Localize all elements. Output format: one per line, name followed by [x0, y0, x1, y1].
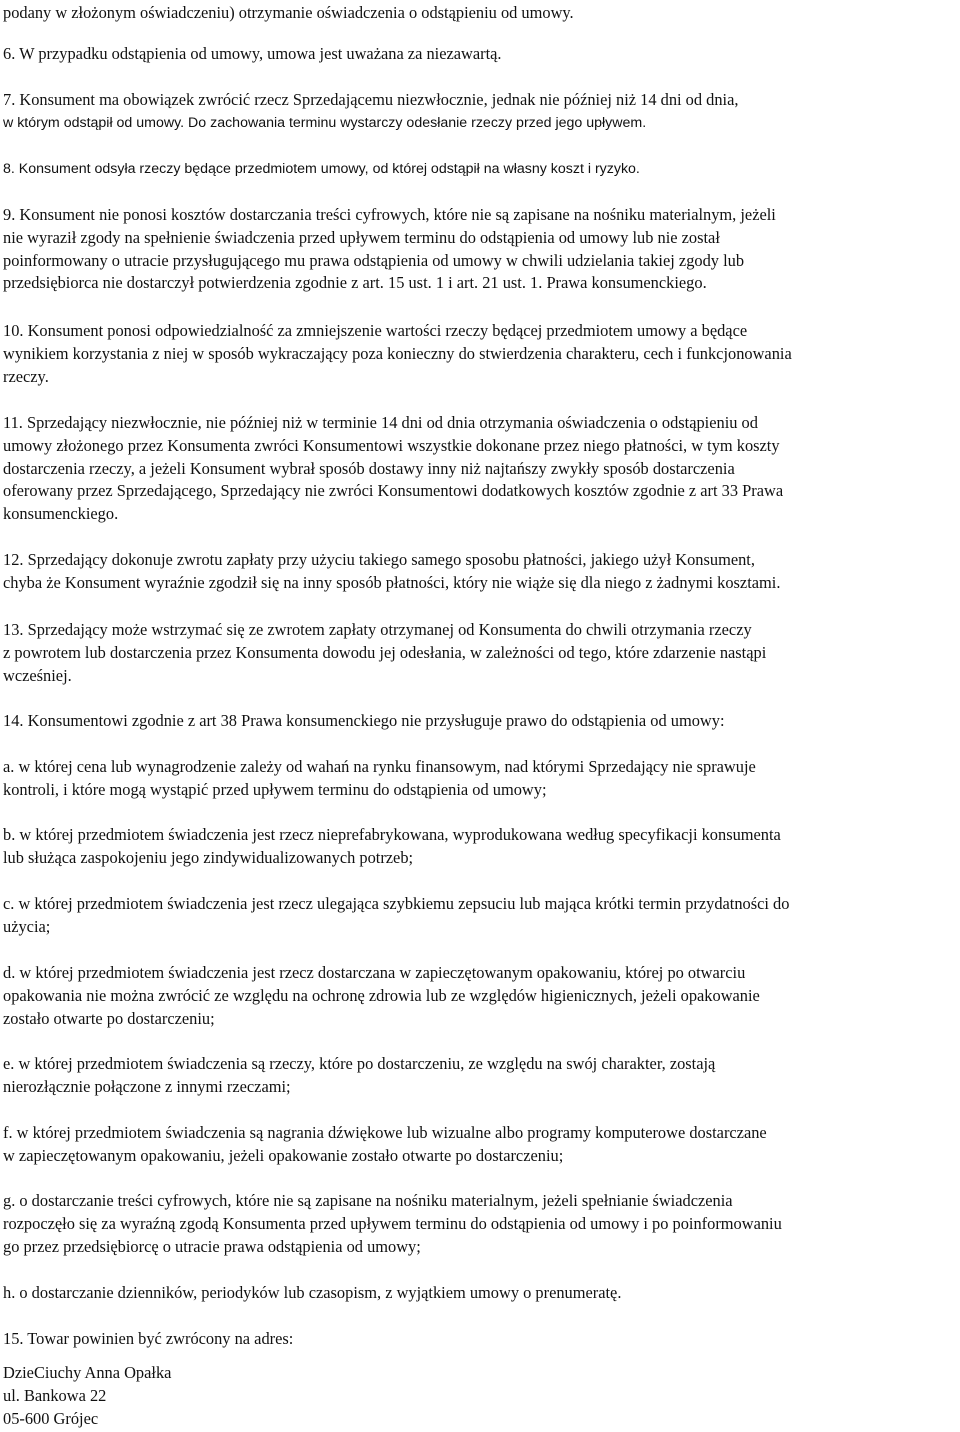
paragraph-line: w którym odstąpił od umowy. Do zachowania terminu wystarczy odesłanie rzeczy przed jego upływem. [3, 114, 647, 131]
paragraph-line: 7. Konsument ma obowiązek zwrócić rzecz Sprzedającemu niezwłocznie, jednak nie później niż 14 dni od dnia, [3, 90, 739, 109]
paragraph-13 [3, 619, 955, 687]
paragraph-e [3, 1053, 955, 1099]
paragraph-line: h. o dostarczanie dzienników, periodyków lub czasopism, z wyjątkiem umowy o prenumeratę. [3, 1283, 622, 1302]
address-line: 05-600 Grójec [3, 1408, 99, 1428]
address-line: ul. Bankowa 22 [3, 1385, 107, 1405]
paragraph-7 [3, 89, 955, 135]
paragraph-h [3, 1282, 955, 1305]
paragraph-line: z powrotem lub dostarczenia przez Konsumenta dowodu jej odesłania, w zależności od tego, które zdarzenie nastąpi [3, 642, 767, 662]
paragraph-line: 13. Sprzedający może wstrzymać się ze zwrotem zapłaty otrzymanej od Konsumenta do chwili otrzymania rzeczy [3, 620, 752, 639]
paragraph-line: rozpoczęło się za wyraźną zgodą Konsumenta przed upływem terminu do odstąpienia od umowy i po poinformowaniu [3, 1213, 782, 1233]
paragraph-10 [3, 320, 955, 388]
paragraph-line: użycia; [3, 916, 51, 936]
address-line: DzieCiuchy Anna Opałka [3, 1363, 172, 1382]
paragraph-a [3, 756, 955, 802]
paragraph-8 [3, 158, 955, 181]
paragraph-line: oferowany przez Sprzedającego, Sprzedający nie zwróci Konsumentowi dodatkowych kosztów zgodnie z art 33 Prawa [3, 481, 784, 501]
paragraph-line: wynikiem korzystania z niej w sposób wykraczający poza konieczny do stwierdzenia charakteru, cech i funkcjonowania [3, 343, 792, 363]
paragraph-line: wcześniej. [3, 665, 72, 685]
paragraph-line: d. w której przedmiotem świadczenia jest rzecz dostarczana w zapieczętowanym opakowaniu, której po otwarciu [3, 963, 746, 982]
paragraph-c [3, 893, 955, 939]
paragraph-line: 9. Konsument nie ponosi kosztów dostarczania treści cyfrowych, które nie są zapisane na nośniku materialnym, jeżeli [3, 205, 776, 224]
paragraph-line: a. w której cena lub wynagrodzenie zależy od wahań na rynku finansowym, nad którymi Sprzedający nie sprawuje [3, 757, 756, 776]
paragraph-line: g. o dostarczanie treści cyfrowych, które nie są zapisane na nośniku materialnym, jeżeli spełnianie świadczenia [3, 1191, 733, 1210]
paragraph-line: zostało otwarte po dostarczeniu; [3, 1008, 215, 1028]
paragraph-line: dostarczenia rzeczy, a jeżeli Konsument wybrał sposób dostawy inny niż najtańszy zwykły sposób dostarczenia [3, 458, 735, 478]
paragraph-line: podany w złożonym oświadczeniu) otrzymanie oświadczenia o odstąpieniu od umowy. [3, 3, 574, 22]
paragraph-6 [3, 43, 955, 66]
paragraph-9 [3, 204, 955, 295]
paragraph-d [3, 962, 955, 1030]
paragraph-f [3, 1122, 955, 1168]
paragraph-line: umowy złożonego przez Konsumenta zwróci Konsumentowi wszystkie dokonane przez niego płatności, w tym koszty [3, 435, 780, 455]
paragraph-line: kontroli, i które mogą wystąpić przed upływem terminu do odstąpienia od umowy; [3, 779, 547, 799]
paragraph-line: przedsiębiorca nie dostarczył potwierdzenia zgodnie z art. 15 ust. 1 i art. 21 ust. 1. Prawa konsumenckiego. [3, 273, 707, 293]
paragraph-line: lub służąca zaspokojeniu jego zindywidualizowanych potrzeb; [3, 847, 414, 867]
paragraph-line: c. w której przedmiotem świadczenia jest rzecz ulegająca szybkiemu zepsuciu lub mająca krótki termin przydatności do [3, 894, 790, 913]
paragraph-11 [3, 412, 955, 526]
return-address [3, 1362, 955, 1430]
paragraph-line: e. w której przedmiotem świadczenia są rzeczy, które po dostarczeniu, ze względu na swój charakter, zostają [3, 1054, 716, 1073]
paragraph-line: 6. W przypadku odstąpienia od umowy, umowa jest uważana za niezawartą. [3, 44, 502, 63]
paragraph-b [3, 824, 955, 870]
paragraph-g [3, 1190, 955, 1258]
paragraph-line: w zapieczętowanym opakowaniu, jeżeli opakowanie zostało otwarte po dostarczeniu; [3, 1145, 564, 1165]
paragraph-line: 14. Konsumentowi zgodnie z art 38 Prawa konsumenckiego nie przysługuje prawo do odstąpienia od umowy: [3, 711, 725, 730]
paragraph-line: 10. Konsument ponosi odpowiedzialność za zmniejszenie wartości rzeczy będącej przedmiotem umowy a będące [3, 321, 748, 340]
paragraph-line: 15. Towar powinien być zwrócony na adres: [3, 1329, 294, 1348]
paragraph-line: nierozłącznie połączone z innymi rzeczami; [3, 1076, 291, 1096]
paragraph-12 [3, 549, 955, 595]
paragraph-line: 8. Konsument odsyła rzeczy będące przedmiotem umowy, od której odstąpił na własny koszt i ryzyko. [3, 161, 640, 177]
paragraph-line: nie wyraził zgody na spełnienie świadczenia przed upływem terminu do odstąpienia od umowy lub nie został [3, 227, 720, 247]
paragraph-14 [3, 710, 955, 733]
paragraph-line: 12. Sprzedający dokonuje zwrotu zapłaty przy użyciu takiego samego sposobu płatności, jakiego użył Konsument, [3, 550, 755, 569]
paragraph-line: rzeczy. [3, 366, 49, 386]
paragraph-line: opakowania nie można zwrócić ze względu na ochronę zdrowia lub ze względów higienicznych, jeżeli opakowanie [3, 985, 760, 1005]
paragraph-line: chyba że Konsument wyraźnie zgodził się na inny sposób płatności, który nie wiąże się dla niego z żadnymi kosztami. [3, 572, 781, 592]
paragraph-line: go przez przedsiębiorcę o utracie prawa odstąpienia od umowy; [3, 1236, 421, 1256]
paragraph-15 [3, 1328, 955, 1351]
paragraph-line: 11. Sprzedający niezwłocznie, nie później niż w terminie 14 dni od dnia otrzymania oświadczenia o odstąpieniu od [3, 413, 758, 432]
paragraph-line: poinformowany o utracie przysługującego mu prawa odstąpienia od umowy w chwili udzielania takiej zgody lub [3, 250, 745, 270]
paragraph-line: b. w której przedmiotem świadczenia jest rzecz nieprefabrykowana, wyprodukowana według specyfikacji konsumenta [3, 825, 781, 844]
paragraph-intro [3, 2, 955, 25]
paragraph-line: konsumenckiego. [3, 504, 119, 524]
paragraph-line: f. w której przedmiotem świadczenia są nagrania dźwiękowe lub wizualne albo programy komputerowe dostarczane [3, 1123, 767, 1142]
